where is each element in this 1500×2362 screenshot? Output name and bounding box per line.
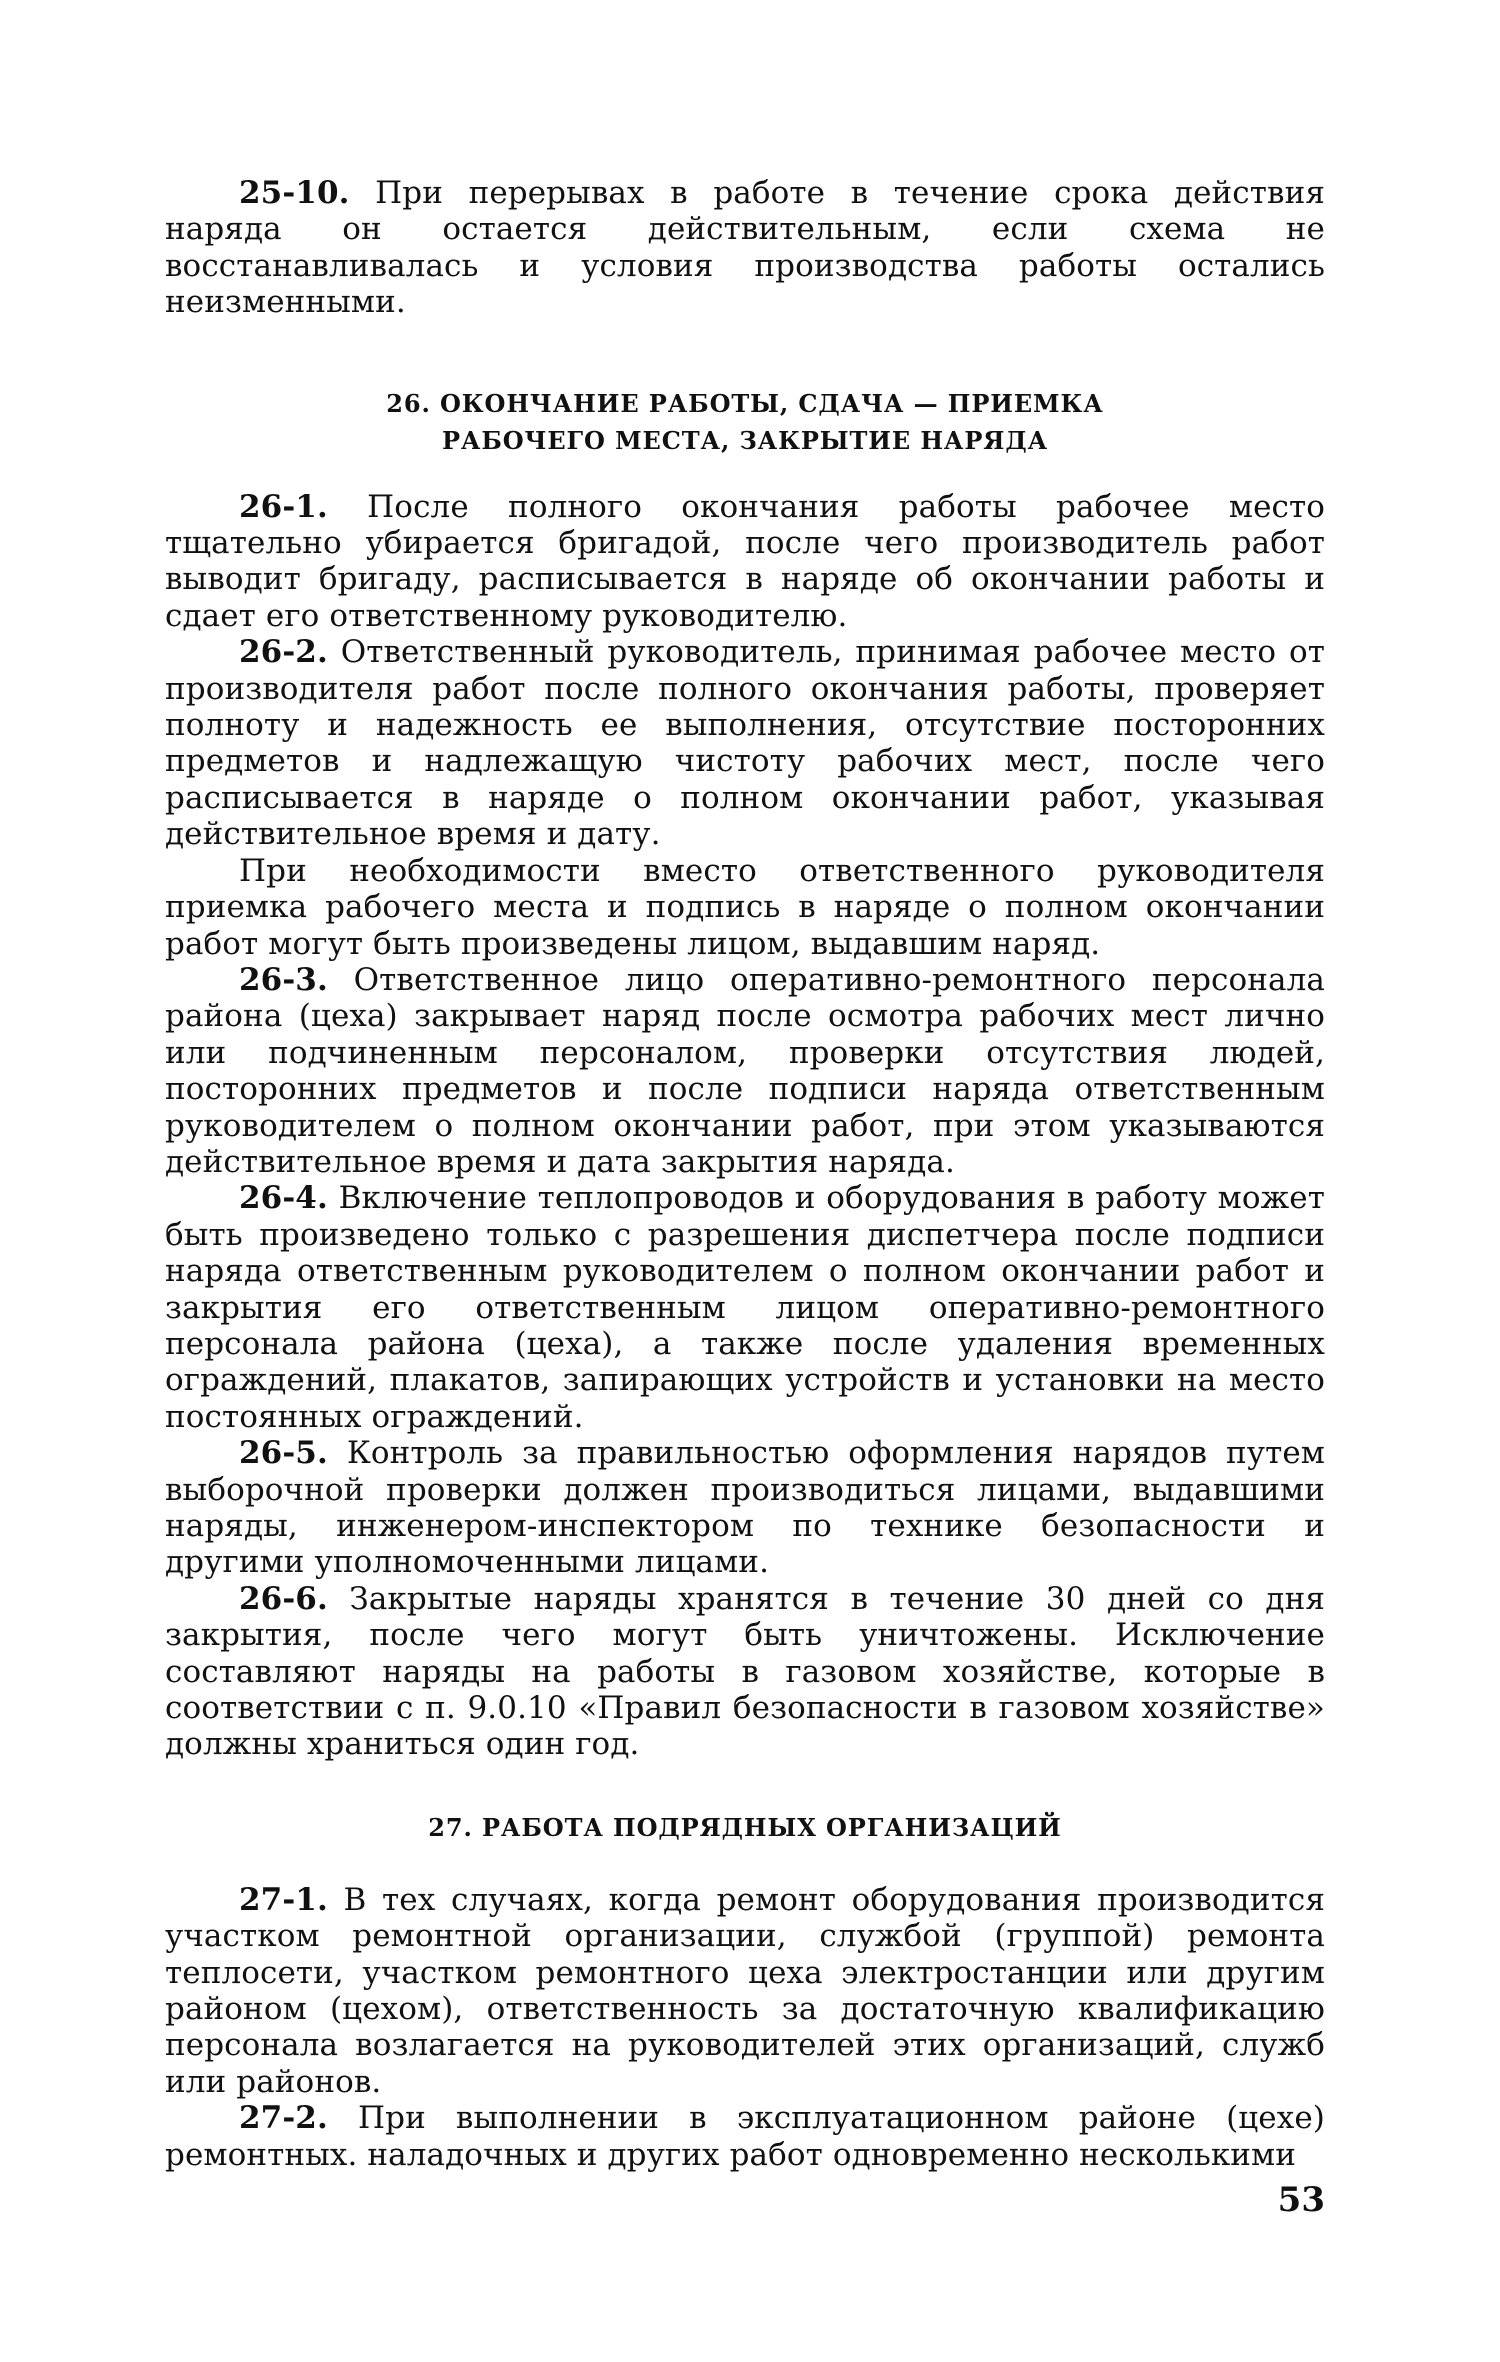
section-26-heading [165, 385, 1325, 459]
clause-number: 26-2. [239, 634, 328, 671]
paragraph-26-2-cont [165, 853, 1325, 962]
clause-number: 27-1. [239, 1881, 328, 1918]
paragraph-26-1 [165, 489, 1325, 635]
clause-text: В тех случаях, когда ремонт оборудования производится участком ремонтной организации, службой (группой) ремонта теплосети, участком ремонтного цеха электростанции или другим районом (цехом), ответственность за достаточную квалификацию персонала возлагается на руководителей этих организаций, служб или районов. [165, 1881, 1325, 2100]
page-number: 53 [1277, 2180, 1325, 2220]
clause-text: При необходимости вместо ответственного руководителя приемка рабочего места и подпись в наряде о полном окончании работ могут быть произведены лицом, выдавшим наряд. [165, 852, 1325, 962]
clause-number: 26-5. [239, 1435, 328, 1472]
clause-text: При перерывах в работе в течение срока действия наряда он остается действительным, если схема не восстанавливалась и условия производства работы остались неизменными. [165, 175, 1325, 321]
clause-text: После полного окончания работы рабочее место тщательно убирается бригадой, после чего производитель работ выводит бригаду, расписывается в наряде об окончании работы и сдает его ответственному руководителю. [165, 488, 1325, 634]
clause-number: 26-6. [239, 1580, 328, 1617]
paragraph-26-6 [165, 1581, 1325, 1763]
clause-text: Закрытые наряды хранятся в течение 30 дней со дня закрытия, после чего могут быть уничтожены. Исключение составляют наряды на работы в газовом хозяйстве, которые в соответствии с п. 9.0.10 «Правил безопасности в газовом хозяйстве» должны храниться один год. [165, 1580, 1325, 1763]
clause-text: Включение теплопроводов и оборудования в работу может быть произведено только с разрешения диспетчера после подписи наряда ответственным руководителем о полном окончании работ и закрытия его ответственным лицом оперативно-ремонтного персонала района (цеха), а также после удаления временных ограждений, плакатов, запирающих устройств и установки на место постоянных ограждений. [165, 1180, 1325, 1435]
paragraph-26-2 [165, 634, 1325, 852]
clause-number: 26-3. [239, 961, 328, 998]
clause-number: 26-4. [239, 1180, 328, 1217]
document-page [165, 175, 1325, 2295]
paragraph-26-5 [165, 1435, 1325, 1581]
clause-number: 27-2. [239, 2100, 328, 2137]
paragraph-27-2 [165, 2100, 1325, 2173]
section-heading-line: 27. РАБОТА ПОДРЯДНЫХ ОРГАНИЗАЦИЙ [428, 1812, 1062, 1842]
clause-text: Ответственное лицо оперативно-ремонтного персонала района (цеха) закрывает наряд после осмотра рабочих мест лично или подчиненным персоналом, проверки отсутствия людей, посторонних предметов и после подписи наряда ответственным руководителем о полном окончании работ, при этом указываются действительное время и дата закрытия наряда. [165, 961, 1325, 1180]
section-26-body [165, 489, 1325, 1763]
clause-text: При выполнении в эксплуатационном районе (цехе) ремонтных. наладочных и других работ одновременно несколькими [165, 2100, 1325, 2173]
clause-text: Ответственный руководитель, принимая рабочее место от производителя работ после полного окончания работы, проверяет полноту и надежность ее выполнения, отсутствие посторонних предметов и надлежащую чистоту рабочих мест, после чего расписывается в наряде о полном окончании работ, указывая действительное время и дату. [165, 634, 1325, 853]
clause-text: Контроль за правильностью оформления нарядов путем выборочной проверки должен производиться лицами, выдавшими наряды, инженером-инспектором по технике безопасности и другими уполномоченными лицами. [165, 1435, 1325, 1581]
paragraph-25-10 [165, 175, 1325, 321]
paragraph-26-3 [165, 962, 1325, 1180]
paragraph-27-1 [165, 1882, 1325, 2100]
clause-number: 25-10. [239, 175, 350, 211]
section-27-body [165, 1882, 1325, 2173]
section-heading-line: 26. ОКОНЧАНИЕ РАБОТЫ, СДАЧА — ПРИЕМКА [386, 388, 1104, 418]
paragraph-26-4 [165, 1180, 1325, 1435]
section-27-heading [165, 1809, 1325, 1846]
clause-number: 26-1. [239, 488, 328, 525]
section-heading-line: РАБОЧЕГО МЕСТА, ЗАКРЫТИЕ НАРЯДА [441, 425, 1049, 455]
